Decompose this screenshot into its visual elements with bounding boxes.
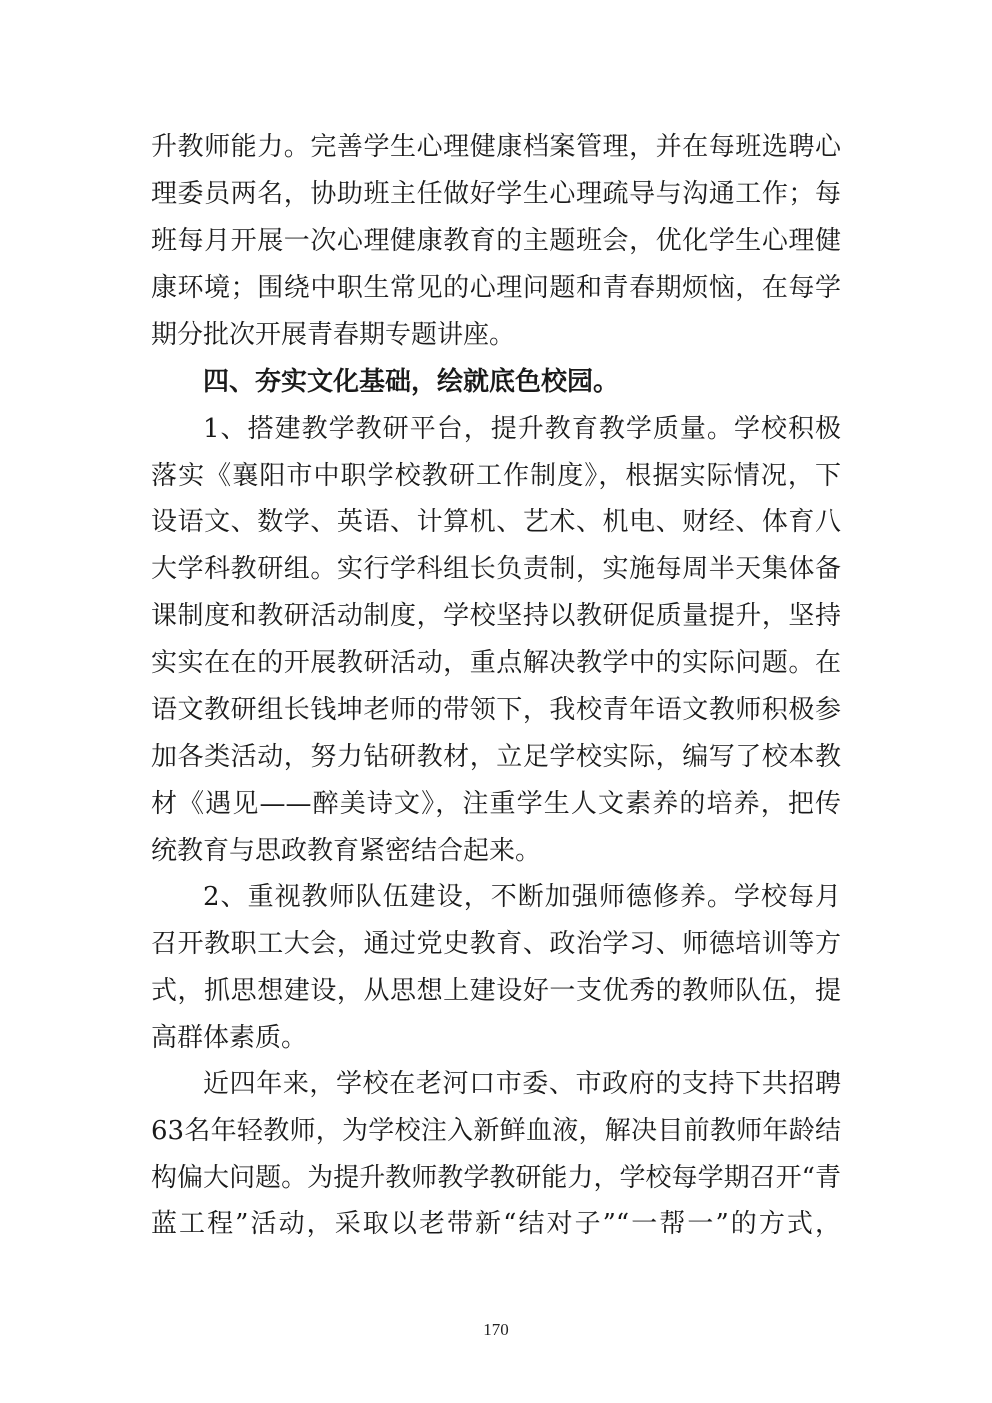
body-text-line: 康环境；围绕中职生常见的心理问题和青春期烦恼，在每学 bbox=[151, 273, 841, 303]
body-text-line: 蓝工程”活动，采取以老带新“结对子”“一帮一”的方式， bbox=[151, 1209, 841, 1239]
body-text-line: 大学科教研组。实行学科组长负责制，实施每周半天集体备 bbox=[151, 554, 841, 584]
body-text-line: 式，抓思想建设，从思想上建设好一支优秀的教师队伍，提 bbox=[151, 976, 841, 1006]
body-text-line: 升教师能力。完善学生心理健康档案管理，并在每班选聘心 bbox=[151, 132, 841, 162]
body-text-line: 设语文、数学、英语、计算机、艺术、机电、财经、体育八 bbox=[151, 507, 841, 537]
body-text-line: 高群体素质。 bbox=[151, 1023, 308, 1053]
body-text-line: 召开教职工大会，通过党史教育、政治学习、师德培训等方 bbox=[151, 929, 841, 959]
body-text-line: 近四年来，学校在老河口市委、市政府的支持下共招聘 bbox=[203, 1069, 841, 1099]
body-text-line: 材《遇见——醉美诗文》，注重学生人文素养的培养，把传 bbox=[151, 789, 841, 819]
body-text-line: 期分批次开展青春期专题讲座。 bbox=[151, 320, 516, 350]
body-text-line: 班每月开展一次心理健康教育的主题班会，优化学生心理健 bbox=[151, 226, 841, 256]
section-heading: 四、夯实文化基础，绘就底色校园。 bbox=[203, 367, 620, 397]
body-text-line: 课制度和教研活动制度，学校坚持以教研促质量提升，坚持 bbox=[151, 601, 841, 631]
body-text-line: 加各类活动，努力钻研教材，立足学校实际，编写了校本教 bbox=[151, 742, 841, 772]
page-number: 170 bbox=[483, 1320, 509, 1339]
body-text-line: 统教育与思政教育紧密结合起来。 bbox=[151, 836, 542, 866]
body-text-line: 落实《襄阳市中职学校教研工作制度》，根据实际情况，下 bbox=[151, 461, 841, 491]
body-text-line: 2、重视教师队伍建设，不断加强师德修养。学校每月 bbox=[203, 882, 841, 912]
body-text-line: 63名年轻教师，为学校注入新鲜血液，解决目前教师年龄结 bbox=[151, 1116, 841, 1146]
body-text-line: 1、搭建教学教研平台，提升教育教学质量。学校积极 bbox=[203, 414, 841, 444]
body-text-line: 构偏大问题。为提升教师教学教研能力，学校每学期召开“青 bbox=[151, 1163, 841, 1193]
body-text-line: 语文教研组长钱坤老师的带领下，我校青年语文教师积极参 bbox=[151, 695, 841, 725]
body-text-line: 理委员两名，协助班主任做好学生心理疏导与沟通工作；每 bbox=[151, 179, 841, 209]
body-text-line: 实实在在的开展教研活动，重点解决教学中的实际问题。在 bbox=[151, 648, 841, 678]
